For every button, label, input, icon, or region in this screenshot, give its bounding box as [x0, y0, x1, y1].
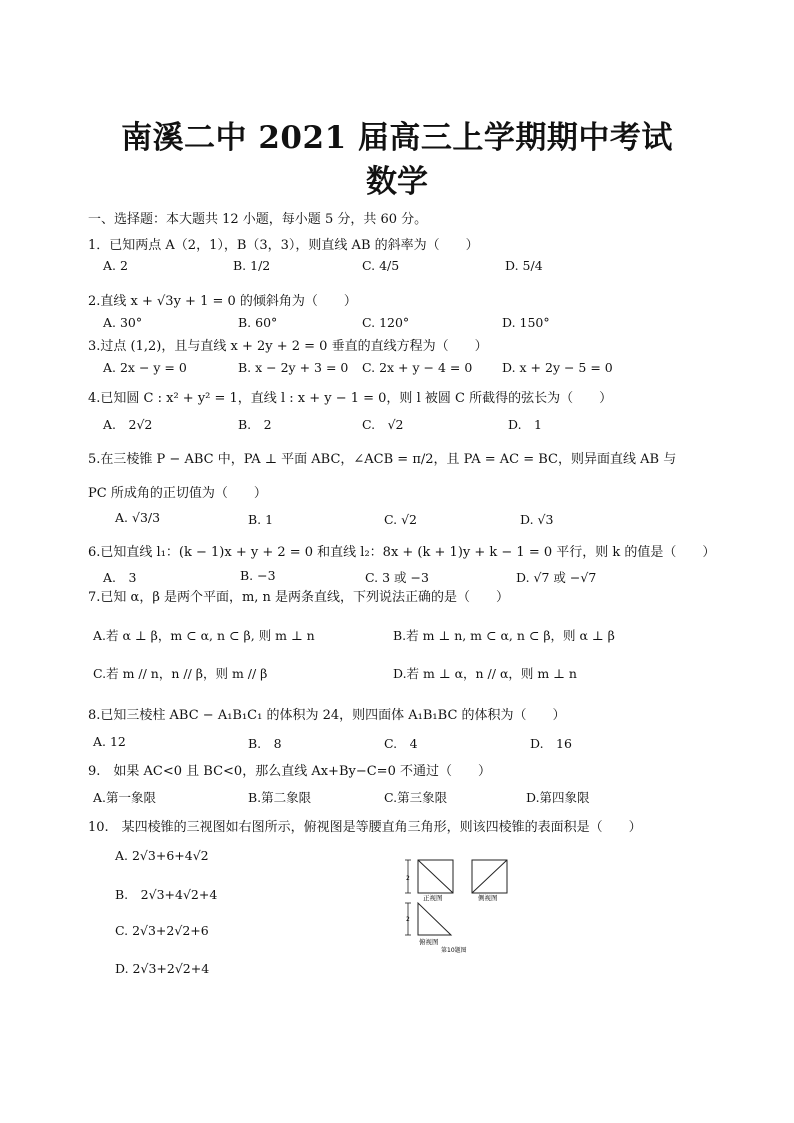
- q6-option-c: C. 3 或 −3: [365, 570, 429, 585]
- q10-option-a: A. 2√3+6+4√2: [115, 848, 209, 863]
- question-8-stem: 8.已知三棱柱 ABC − A₁B₁C₁ 的体积为 24，则四面体 A₁B₁BC 的体积为（ ）: [88, 708, 566, 723]
- dimension-label-2: 2: [406, 916, 410, 923]
- q9-option-a: A.第一象限: [93, 790, 157, 805]
- q10-option-d: D. 2√3+2√2+4: [115, 961, 210, 976]
- q6-option-d: D. √7 或 −√7: [516, 570, 597, 585]
- question-3-stem: 3.过点 (1,2)，且与直线 x + 2y + 2 = 0 垂直的直线方程为（ ）: [88, 339, 488, 354]
- question-6-stem: 6.已知直线 l₁：(k − 1)x + y + 2 = 0 和直线 l₂：8x + (k + 1)y + k − 1 = 0 平行，则 k 的值是（ ）: [88, 545, 716, 560]
- q1-option-d: D. 5/4: [505, 258, 543, 273]
- top-view-label: 俯视图: [419, 938, 439, 946]
- page-subtitle: 数学: [366, 164, 428, 200]
- question-7-stem: 7.已知 α，β 是两个平面，m, n 是两条直线，下列说法正确的是（ ）: [88, 590, 510, 605]
- q10-option-c: C. 2√3+2√2+6: [115, 923, 209, 938]
- q5-option-a: A. √3/3: [115, 510, 161, 525]
- top-view-triangle: [418, 903, 451, 935]
- q7-option-a: A.若 α ⊥ β，m ⊂ α, n ⊂ β, 则 m ⊥ n: [93, 628, 315, 643]
- q4-option-d: D. 1: [508, 417, 543, 432]
- q2-option-a: A. 30°: [103, 315, 143, 330]
- q4-option-a: A. 2√2: [103, 417, 153, 432]
- q9-option-d: D.第四象限: [526, 790, 590, 805]
- question-5-stem: 5.在三棱锥 P − ABC 中，PA ⊥ 平面 ABC，∠ACB = π/2，且 PA = AC = BC，则异面直线 AB 与: [88, 452, 677, 467]
- q5-option-b: B. 1: [248, 512, 274, 527]
- q3-option-d: D. x + 2y − 5 = 0: [502, 360, 613, 375]
- front-view-label: 正视图: [423, 894, 443, 902]
- side-view-label: 侧视图: [478, 894, 498, 902]
- question-10-stem: 10. 某四棱锥的三视图如右图所示，俯视图是等腰直角三角形，则该四棱锥的表面积是（ ）: [88, 820, 642, 835]
- question-9-stem: 9. 如果 AC<0 且 BC<0，那么直线 Ax+By−C=0 不通过（ ）: [88, 764, 491, 779]
- q7-option-c: C.若 m // n，n // β，则 m // β: [93, 666, 268, 681]
- q2-option-d: D. 150°: [502, 315, 550, 330]
- q3-option-c: C. 2x + y − 4 = 0: [362, 360, 473, 375]
- question-1-stem: 1．已知两点 A（2，1），B（3，3），则直线 AB 的斜率为（ ）: [88, 238, 479, 253]
- q7-option-d: D.若 m ⊥ α，n // α，则 m ⊥ n: [393, 666, 577, 681]
- dimension-label-1: 2: [406, 875, 410, 882]
- q2-option-b: B. 60°: [238, 315, 278, 330]
- q1-option-b: B. 1/2: [233, 258, 271, 273]
- q4-option-c: C. √2: [362, 417, 404, 432]
- figure-caption: 第10题图: [441, 947, 467, 954]
- q5-option-d: D. √3: [520, 512, 554, 527]
- page-title: 南溪二中 2021 届高三上学期期中考试: [121, 120, 673, 156]
- question-2-stem: 2.直线 x + √3y + 1 = 0 的倾斜角为（ ）: [88, 294, 357, 309]
- q8-option-d: D. 16: [530, 736, 572, 751]
- q8-option-c: C. 4: [384, 736, 418, 751]
- question-5-stem-cont: PC 所成角的正切值为（ ）: [88, 486, 267, 501]
- q1-option-c: C. 4/5: [362, 258, 400, 273]
- question-4-stem: 4.已知圆 C : x² + y² = 1，直线 l : x + y − 1 = 0，则 l 被圆 C 所截得的弦长为（ ）: [88, 391, 613, 406]
- q9-option-c: C.第三象限: [384, 790, 448, 805]
- q2-option-c: C. 120°: [362, 315, 410, 330]
- section-header: 一、选择题：本大题共 12 小题，每小题 5 分，共 60 分。: [88, 212, 428, 227]
- q1-option-a: A. 2: [103, 258, 128, 273]
- q8-option-a: A. 12: [93, 734, 126, 749]
- q10-option-b: B. 2√3+4√2+4: [115, 887, 218, 902]
- q6-option-a: A. 3: [103, 570, 137, 585]
- three-view-diagram: [395, 855, 525, 960]
- q9-option-b: B.第二象限: [248, 790, 312, 805]
- q7-option-b: B.若 m ⊥ n, m ⊂ α, n ⊂ β，则 α ⊥ β: [393, 628, 615, 643]
- q8-option-b: B. 8: [248, 736, 282, 751]
- q5-option-c: C. √2: [384, 512, 417, 527]
- q3-option-a: A. 2x − y = 0: [103, 360, 187, 375]
- q3-option-b: B. x − 2y + 3 = 0: [238, 360, 349, 375]
- q4-option-b: B. 2: [238, 417, 272, 432]
- q6-option-b: B. −3: [240, 568, 276, 583]
